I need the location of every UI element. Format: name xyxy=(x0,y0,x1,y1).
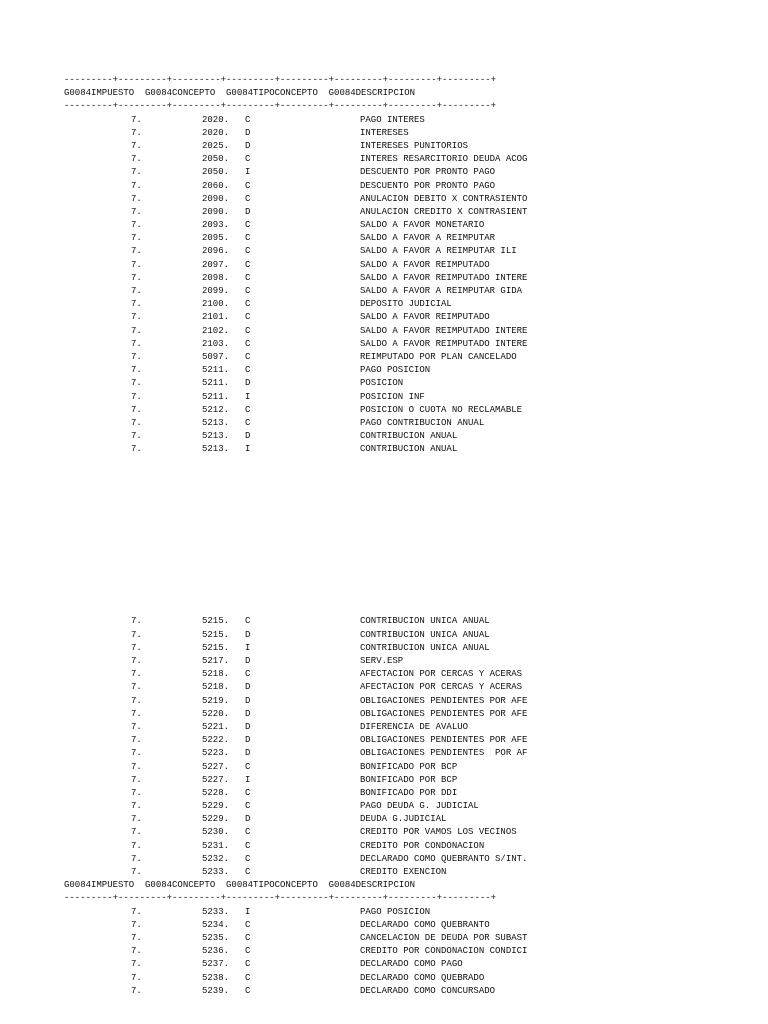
tipo-cell: C xyxy=(245,867,251,877)
table-row xyxy=(64,655,764,668)
tipo-cell: D xyxy=(245,735,251,746)
descripcion-cell: DIFERENCIA DE AVALUO xyxy=(360,721,469,732)
concepto-cell: 5233. xyxy=(202,906,230,917)
table-row xyxy=(64,140,764,153)
separator-line: ---------+---------+---------+---------+---------+---------+---------+---------+ xyxy=(64,101,497,112)
table-row xyxy=(64,747,764,760)
tipo-cell: D xyxy=(245,206,251,217)
concepto-cell: 2090. xyxy=(202,193,230,204)
concepto-cell: 2060. xyxy=(202,180,230,191)
separator-line: ---------+---------+---------+---------+---------+---------+---------+---------+ xyxy=(64,75,497,85)
concepto-cell: 5221. xyxy=(202,721,230,732)
table-row xyxy=(64,985,764,998)
tipo-cell: C xyxy=(245,193,251,204)
impuesto-cell: 7. xyxy=(131,906,142,917)
table-row xyxy=(64,443,764,456)
descripcion-cell: OBLIGACIONES PENDIENTES POR AFE xyxy=(360,735,528,746)
impuesto-cell: 7. xyxy=(131,272,142,283)
impuesto-cell: 7. xyxy=(131,801,142,812)
table-row xyxy=(64,364,764,377)
table-row xyxy=(64,761,764,774)
tipo-cell: C xyxy=(245,417,251,428)
tipo-cell: C xyxy=(245,404,251,415)
descripcion-cell: INTERESES xyxy=(360,127,409,138)
impuesto-cell: 7. xyxy=(131,867,142,877)
descripcion-cell: CREDITO POR VAMOS LOS VECINOS xyxy=(360,827,517,838)
tipo-cell: C xyxy=(245,286,251,296)
tipo-cell: I xyxy=(245,906,251,917)
table-row xyxy=(64,668,764,681)
tipo-cell: C xyxy=(245,801,251,812)
concepto-cell: 5227. xyxy=(202,774,230,785)
tipo-cell: D xyxy=(245,127,251,138)
descripcion-cell: CREDITO EXENCION xyxy=(360,867,447,877)
descripcion-cell: CONTRIBUCION UNICA ANUAL xyxy=(360,642,490,653)
impuesto-cell: 7. xyxy=(131,417,142,428)
descripcion-cell: BONIFICADO POR BCP xyxy=(360,774,458,785)
table-row xyxy=(64,681,764,694)
concepto-cell: 2096. xyxy=(202,246,230,257)
table-row xyxy=(64,932,764,945)
concepto-cell: 2020. xyxy=(202,114,230,125)
impuesto-cell: 7. xyxy=(131,180,142,191)
descripcion-cell: SALDO A FAVOR A REIMPUTAR xyxy=(360,233,496,244)
tipo-cell: C xyxy=(245,919,251,930)
impuesto-cell: 7. xyxy=(131,259,142,270)
descripcion-cell: SALDO A FAVOR REIMPUTADO xyxy=(360,259,490,270)
impuesto-cell: 7. xyxy=(131,338,142,349)
table-row xyxy=(64,615,764,628)
impuesto-cell: 7. xyxy=(131,444,142,455)
tipo-cell: D xyxy=(245,748,251,759)
concepto-cell: 5220. xyxy=(202,708,230,719)
concepto-cell: 2097. xyxy=(202,259,230,270)
table-row xyxy=(64,391,764,404)
tipo-cell: C xyxy=(245,787,251,798)
concepto-cell: 5233. xyxy=(202,867,230,877)
table-row xyxy=(64,285,764,298)
separator-line: ---------+---------+---------+---------+---------+---------+---------+---------+ xyxy=(64,893,497,904)
descripcion-cell: OBLIGACIONES PENDIENTES POR AFE xyxy=(360,708,528,719)
table-row xyxy=(64,721,764,734)
concepto-cell: 5217. xyxy=(202,656,230,666)
impuesto-cell: 7. xyxy=(131,959,142,970)
concepto-cell: 5223. xyxy=(202,748,230,759)
concepto-cell: 2050. xyxy=(202,167,230,178)
table-row xyxy=(64,972,764,985)
concepto-cell: 5215. xyxy=(202,642,230,653)
descripcion-cell: SALDO A FAVOR MONETARIO xyxy=(360,220,485,231)
descripcion-cell: DEPOSITO JUDICIAL xyxy=(360,299,452,310)
tipo-cell: D xyxy=(245,695,251,706)
descripcion-cell: SALDO A FAVOR A REIMPUTAR ILI xyxy=(360,246,517,257)
impuesto-cell: 7. xyxy=(131,787,142,798)
concepto-cell: 5097. xyxy=(202,351,230,362)
descripcion-cell: OBLIGACIONES PENDIENTES POR AF xyxy=(360,748,528,759)
tipo-cell: C xyxy=(245,761,251,772)
descripcion-cell: DESCUENTO POR PRONTO PAGO xyxy=(360,167,496,178)
descripcion-cell: OBLIGACIONES PENDIENTES POR AFE xyxy=(360,695,528,706)
concepto-cell: 2102. xyxy=(202,325,230,336)
impuesto-cell: 7. xyxy=(131,299,142,310)
tipo-cell: C xyxy=(245,959,251,970)
tipo-cell: C xyxy=(245,972,251,983)
impuesto-cell: 7. xyxy=(131,206,142,217)
tipo-cell: C xyxy=(245,114,251,125)
descripcion-cell: AFECTACION POR CERCAS Y ACERAS xyxy=(360,682,523,693)
tipo-cell: I xyxy=(245,642,251,653)
tipo-cell: C xyxy=(245,932,251,943)
table-row xyxy=(64,708,764,721)
impuesto-cell: 7. xyxy=(131,669,142,680)
table-row xyxy=(64,259,764,272)
concepto-cell: 2050. xyxy=(202,154,230,165)
table-row xyxy=(64,734,764,747)
concepto-cell: 5237. xyxy=(202,959,230,970)
impuesto-cell: 7. xyxy=(131,378,142,389)
tipo-cell: C xyxy=(245,840,251,851)
descripcion-cell: ANULACION DEBITO X CONTRASIENTO xyxy=(360,193,528,204)
table-row xyxy=(64,311,764,324)
records-block-3 xyxy=(64,906,764,998)
impuesto-cell: 7. xyxy=(131,246,142,257)
table-row xyxy=(64,180,764,193)
table-row xyxy=(64,919,764,932)
tipo-cell: C xyxy=(245,272,251,283)
impuesto-cell: 7. xyxy=(131,351,142,362)
tipo-cell: D xyxy=(245,431,251,442)
impuesto-cell: 7. xyxy=(131,167,142,178)
impuesto-cell: 7. xyxy=(131,233,142,244)
impuesto-cell: 7. xyxy=(131,193,142,204)
descripcion-cell: SALDO A FAVOR REIMPUTADO INTERE xyxy=(360,325,528,336)
table-row xyxy=(64,958,764,971)
impuesto-cell: 7. xyxy=(131,286,142,296)
descripcion-cell: ANULACION CREDITO X CONTRASIENT xyxy=(360,206,528,217)
impuesto-cell: 7. xyxy=(131,932,142,943)
descripcion-cell: REIMPUTADO POR PLAN CANCELADO xyxy=(360,351,517,362)
impuesto-cell: 7. xyxy=(131,708,142,719)
concepto-cell: 5227. xyxy=(202,761,230,772)
concepto-cell: 5235. xyxy=(202,932,230,943)
concepto-cell: 5229. xyxy=(202,814,230,825)
concepto-cell: 2025. xyxy=(202,140,230,151)
table-row xyxy=(64,800,764,813)
concepto-cell: 5222. xyxy=(202,735,230,746)
concepto-cell: 2020. xyxy=(202,127,230,138)
table-row xyxy=(64,642,764,655)
descripcion-cell: SERV.ESP xyxy=(360,656,404,666)
descripcion-cell: SALDO A FAVOR REIMPUTADO xyxy=(360,312,490,323)
concepto-cell: 5236. xyxy=(202,946,230,957)
concepto-cell: 2101. xyxy=(202,312,230,323)
table-row xyxy=(64,417,764,430)
table-row xyxy=(64,404,764,417)
impuesto-cell: 7. xyxy=(131,985,142,996)
concepto-cell: 5211. xyxy=(202,365,230,376)
tipo-cell: C xyxy=(245,180,251,191)
descripcion-cell: INTERES RESARCITORIO DEUDA ACOG xyxy=(360,154,528,165)
concepto-cell: 2103. xyxy=(202,338,230,349)
descripcion-cell: DEUDA G.JUDICIAL xyxy=(360,814,447,825)
impuesto-cell: 7. xyxy=(131,391,142,402)
table-row xyxy=(64,325,764,338)
table-row xyxy=(64,695,764,708)
table-row xyxy=(64,219,764,232)
concepto-cell: 5213. xyxy=(202,444,230,455)
table-row xyxy=(64,813,764,826)
records-block-2 xyxy=(64,615,764,879)
column-header: G0084IMPUESTO G0084CONCEPTO G0084TIPOCONCEPTO G0084DESCRIPCION xyxy=(64,88,416,99)
descripcion-cell: CONTRIBUCION ANUAL xyxy=(360,431,458,442)
impuesto-cell: 7. xyxy=(131,140,142,151)
impuesto-cell: 7. xyxy=(131,695,142,706)
tipo-cell: C xyxy=(245,259,251,270)
descripcion-cell: PAGO INTERES xyxy=(360,114,425,125)
table-row xyxy=(64,127,764,140)
table-row xyxy=(64,774,764,787)
descripcion-cell: DECLARADO COMO CONCURSADO xyxy=(360,985,496,996)
impuesto-cell: 7. xyxy=(131,919,142,930)
concepto-cell: 5234. xyxy=(202,919,230,930)
descripcion-cell: DECLARADO COMO QUEBRANTO S/INT. xyxy=(360,853,528,864)
descripcion-cell: AFECTACION POR CERCAS Y ACERAS xyxy=(360,669,523,680)
concepto-cell: 5213. xyxy=(202,417,230,428)
impuesto-cell: 7. xyxy=(131,629,142,640)
concepto-cell: 5218. xyxy=(202,682,230,693)
descripcion-cell: CREDITO POR CONDONACION CONDICI xyxy=(360,946,528,957)
table-row xyxy=(64,245,764,258)
concepto-cell: 5215. xyxy=(202,629,230,640)
tipo-cell: C xyxy=(245,616,251,627)
concepto-cell: 5211. xyxy=(202,378,230,389)
concepto-cell: 5232. xyxy=(202,853,230,864)
table-row xyxy=(64,906,764,919)
impuesto-cell: 7. xyxy=(131,365,142,376)
descripcion-cell: CANCELACION DE DEUDA POR SUBAST xyxy=(360,932,528,943)
descripcion-cell: SALDO A FAVOR A REIMPUTAR GIDA xyxy=(360,286,523,296)
descripcion-cell: CONTRIBUCION ANUAL xyxy=(360,444,458,455)
impuesto-cell: 7. xyxy=(131,325,142,336)
table-row xyxy=(64,114,764,127)
table-row xyxy=(64,377,764,390)
tipo-cell: C xyxy=(245,220,251,231)
tipo-cell: I xyxy=(245,774,251,785)
tipo-cell: D xyxy=(245,378,251,389)
descripcion-cell: PAGO CONTRIBUCION ANUAL xyxy=(360,417,485,428)
tipo-cell: C xyxy=(245,246,251,257)
tipo-cell: C xyxy=(245,946,251,957)
concepto-cell: 5215. xyxy=(202,616,230,627)
descripcion-cell: DECLARADO COMO QUEBRANTO xyxy=(360,919,490,930)
table-row xyxy=(64,853,764,866)
descripcion-cell: CONTRIBUCION UNICA ANUAL xyxy=(360,616,490,627)
tipo-cell: D xyxy=(245,656,251,666)
table-row xyxy=(64,866,764,879)
concepto-cell: 5228. xyxy=(202,787,230,798)
tipo-cell: C xyxy=(245,365,251,376)
concepto-cell: 2093. xyxy=(202,220,230,231)
table-row xyxy=(64,787,764,800)
records-block-1 xyxy=(64,114,764,457)
descripcion-cell: PAGO POSICION xyxy=(360,365,431,376)
concepto-cell: 5212. xyxy=(202,404,230,415)
table-row xyxy=(64,338,764,351)
tipo-cell: C xyxy=(245,299,251,310)
impuesto-cell: 7. xyxy=(131,404,142,415)
table-row xyxy=(64,840,764,853)
impuesto-cell: 7. xyxy=(131,774,142,785)
concepto-cell: 5231. xyxy=(202,840,230,851)
descripcion-cell: DESCUENTO POR PRONTO PAGO xyxy=(360,180,496,191)
tipo-cell: I xyxy=(245,167,251,178)
impuesto-cell: 7. xyxy=(131,616,142,627)
concepto-cell: 5218. xyxy=(202,669,230,680)
descripcion-cell: DECLARADO COMO PAGO xyxy=(360,959,463,970)
table-row xyxy=(64,351,764,364)
tipo-cell: D xyxy=(245,814,251,825)
tipo-cell: C xyxy=(245,325,251,336)
tipo-cell: C xyxy=(245,338,251,349)
concepto-cell: 5211. xyxy=(202,391,230,402)
impuesto-cell: 7. xyxy=(131,853,142,864)
descripcion-cell: SALDO A FAVOR REIMPUTADO INTERE xyxy=(360,338,528,349)
table-row xyxy=(64,430,764,443)
descripcion-cell: BONIFICADO POR DDI xyxy=(360,787,458,798)
table-row xyxy=(64,166,764,179)
tipo-cell: C xyxy=(245,233,251,244)
column-header: G0084IMPUESTO G0084CONCEPTO G0084TIPOCONCEPTO G0084DESCRIPCION xyxy=(64,880,416,891)
page-gap xyxy=(64,456,764,615)
impuesto-cell: 7. xyxy=(131,814,142,825)
descripcion-cell: POSICION xyxy=(360,378,404,389)
table-row xyxy=(64,629,764,642)
table-row xyxy=(64,826,764,839)
impuesto-cell: 7. xyxy=(131,154,142,165)
tipo-cell: D xyxy=(245,708,251,719)
table-row xyxy=(64,153,764,166)
descripcion-cell: INTERESES PUNITORIOS xyxy=(360,140,469,151)
tipo-cell: C xyxy=(245,669,251,680)
table-row xyxy=(64,272,764,285)
tipo-cell: D xyxy=(245,629,251,640)
table-row xyxy=(64,193,764,206)
table-row xyxy=(64,206,764,219)
table-row xyxy=(64,945,764,958)
impuesto-cell: 7. xyxy=(131,840,142,851)
descripcion-cell: CONTRIBUCION UNICA ANUAL xyxy=(360,629,490,640)
concepto-cell: 5213. xyxy=(202,431,230,442)
descripcion-cell: DECLARADO COMO QUEBRADO xyxy=(360,972,485,983)
tipo-cell: D xyxy=(245,721,251,732)
concepto-cell: 2095. xyxy=(202,233,230,244)
tipo-cell: C xyxy=(245,827,251,838)
descripcion-cell: PAGO POSICION xyxy=(360,906,431,917)
tipo-cell: D xyxy=(245,682,251,693)
tipo-cell: C xyxy=(245,985,251,996)
table-row xyxy=(64,298,764,311)
tipo-cell: C xyxy=(245,154,251,165)
concepto-cell: 2100. xyxy=(202,299,230,310)
tipo-cell: I xyxy=(245,444,251,455)
impuesto-cell: 7. xyxy=(131,748,142,759)
impuesto-cell: 7. xyxy=(131,220,142,231)
descripcion-cell: POSICION O CUOTA NO RECLAMABLE xyxy=(360,404,523,415)
impuesto-cell: 7. xyxy=(131,946,142,957)
descripcion-cell: POSICION INF xyxy=(360,391,425,402)
impuesto-cell: 7. xyxy=(131,127,142,138)
concepto-cell: 5219. xyxy=(202,695,230,706)
concepto-cell: 5230. xyxy=(202,827,230,838)
impuesto-cell: 7. xyxy=(131,761,142,772)
impuesto-cell: 7. xyxy=(131,735,142,746)
descripcion-cell: CREDITO POR CONDONACION xyxy=(360,840,485,851)
tipo-cell: C xyxy=(245,853,251,864)
concepto-cell: 5229. xyxy=(202,801,230,812)
impuesto-cell: 7. xyxy=(131,827,142,838)
concepto-cell: 5239. xyxy=(202,985,230,996)
descripcion-cell: SALDO A FAVOR REIMPUTADO INTERE xyxy=(360,272,528,283)
impuesto-cell: 7. xyxy=(131,431,142,442)
impuesto-cell: 7. xyxy=(131,682,142,693)
descripcion-cell: BONIFICADO POR BCP xyxy=(360,761,458,772)
impuesto-cell: 7. xyxy=(131,972,142,983)
concepto-cell: 5238. xyxy=(202,972,230,983)
impuesto-cell: 7. xyxy=(131,312,142,323)
tipo-cell: D xyxy=(245,140,251,151)
concepto-cell: 2098. xyxy=(202,272,230,283)
report-page xyxy=(64,74,764,998)
tipo-cell: C xyxy=(245,351,251,362)
concepto-cell: 2099. xyxy=(202,286,230,296)
impuesto-cell: 7. xyxy=(131,114,142,125)
tipo-cell: C xyxy=(245,312,251,323)
impuesto-cell: 7. xyxy=(131,656,142,666)
impuesto-cell: 7. xyxy=(131,642,142,653)
concepto-cell: 2090. xyxy=(202,206,230,217)
table-row xyxy=(64,232,764,245)
impuesto-cell: 7. xyxy=(131,721,142,732)
tipo-cell: I xyxy=(245,391,251,402)
descripcion-cell: PAGO DEUDA G. JUDICIAL xyxy=(360,801,479,812)
